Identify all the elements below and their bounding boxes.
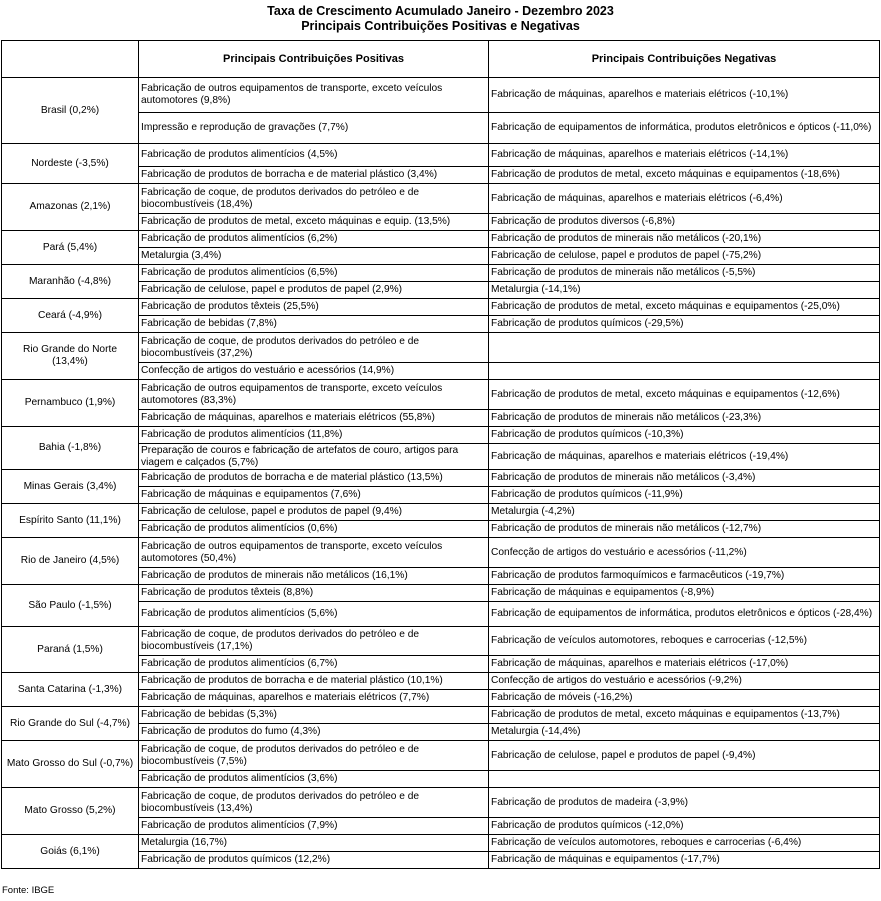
positive-cell: Fabricação de celulose, papel e produtos de papel (2,9%) — [139, 282, 489, 299]
negative-cell — [489, 363, 880, 380]
region-header — [2, 41, 139, 78]
negative-cell: Fabricação de máquinas, aparelhos e materiais elétricos (-17,0%) — [489, 656, 880, 673]
positive-cell: Metalurgia (16,7%) — [139, 835, 489, 852]
positive-cell: Fabricação de produtos alimentícios (11,8%) — [139, 427, 489, 444]
header-row — [2, 41, 880, 78]
region-cell: Pará (5,4%) — [2, 231, 139, 265]
negative-cell: Metalurgia (-14,4%) — [489, 724, 880, 741]
contributions-table — [1, 40, 880, 869]
table-row — [2, 585, 880, 602]
negative-cell: Fabricação de equipamentos de informática, produtos eletrônicos e ópticos (-11,0%) — [489, 113, 880, 144]
table-row — [2, 184, 880, 214]
negative-cell: Confecção de artigos do vestuário e acessórios (-9,2%) — [489, 673, 880, 690]
negative-cell: Fabricação de produtos químicos (-11,9%) — [489, 487, 880, 504]
negative-cell: Fabricação de produtos de minerais não metálicos (-20,1%) — [489, 231, 880, 248]
positive-cell: Fabricação de produtos do fumo (4,3%) — [139, 724, 489, 741]
table-row — [2, 741, 880, 771]
table-row — [2, 144, 880, 167]
positive-cell: Fabricação de produtos de minerais não metálicos (16,1%) — [139, 568, 489, 585]
region-cell: Pernambuco (1,9%) — [2, 380, 139, 427]
positive-cell: Fabricação de produtos químicos (12,2%) — [139, 852, 489, 869]
positive-cell: Metalurgia (3,4%) — [139, 248, 489, 265]
positive-cell: Preparação de couros e fabricação de artefatos de couro, artigos para viagem e calçados (5,7%) — [139, 444, 489, 470]
negative-cell: Fabricação de máquinas, aparelhos e materiais elétricos (-19,4%) — [489, 444, 880, 470]
region-cell: Paraná (1,5%) — [2, 627, 139, 673]
positive-cell: Fabricação de coque, de produtos derivados do petróleo e de biocombustíveis (7,5%) — [139, 741, 489, 771]
positive-cell: Fabricação de outros equipamentos de transporte, exceto veículos automotores (9,8%) — [139, 78, 489, 113]
positive-cell: Fabricação de coque, de produtos derivados do petróleo e de biocombustíveis (18,4%) — [139, 184, 489, 214]
region-cell: Amazonas (2,1%) — [2, 184, 139, 231]
negative-cell: Metalurgia (-14,1%) — [489, 282, 880, 299]
negative-cell: Confecção de artigos do vestuário e acessórios (-11,2%) — [489, 538, 880, 568]
region-cell: Rio de Janeiro (4,5%) — [2, 538, 139, 585]
positive-cell: Fabricação de coque, de produtos derivados do petróleo e de biocombustíveis (37,2%) — [139, 333, 489, 363]
region-cell: Maranhão (-4,8%) — [2, 265, 139, 299]
negative-cell: Fabricação de máquinas, aparelhos e materiais elétricos (-10,1%) — [489, 78, 880, 113]
table-row — [2, 299, 880, 316]
negative-cell: Fabricação de móveis (-16,2%) — [489, 690, 880, 707]
positive-cell: Fabricação de produtos de borracha e de material plástico (13,5%) — [139, 470, 489, 487]
negative-cell: Fabricação de produtos químicos (-10,3%) — [489, 427, 880, 444]
negative-cell: Fabricação de produtos de metal, exceto máquinas e equipamentos (-13,7%) — [489, 707, 880, 724]
negative-cell: Fabricação de produtos de metal, exceto máquinas e equipamentos (-12,6%) — [489, 380, 880, 410]
table-row — [2, 788, 880, 818]
negative-cell: Metalurgia (-4,2%) — [489, 504, 880, 521]
table-row — [2, 835, 880, 852]
table-row — [2, 627, 880, 656]
table-row — [2, 333, 880, 363]
negative-cell: Fabricação de máquinas, aparelhos e materiais elétricos (-14,1%) — [489, 144, 880, 167]
positive-cell: Fabricação de produtos alimentícios (6,5%) — [139, 265, 489, 282]
negative-cell — [489, 771, 880, 788]
positive-cell: Fabricação de produtos de metal, exceto máquinas e equip. (13,5%) — [139, 214, 489, 231]
table-body — [2, 78, 880, 869]
negative-cell: Fabricação de produtos farmoquímicos e farmacêuticos (-19,7%) — [489, 568, 880, 585]
positive-cell: Fabricação de produtos alimentícios (6,2%) — [139, 231, 489, 248]
positive-cell: Fabricação de produtos alimentícios (7,9%) — [139, 818, 489, 835]
positive-cell: Fabricação de máquinas, aparelhos e materiais elétricos (7,7%) — [139, 690, 489, 707]
positive-cell: Fabricação de produtos alimentícios (3,6%) — [139, 771, 489, 788]
negative-cell: Fabricação de produtos de metal, exceto máquinas e equipamentos (-25,0%) — [489, 299, 880, 316]
negative-cell: Fabricação de celulose, papel e produtos de papel (-9,4%) — [489, 741, 880, 771]
negative-cell: Fabricação de produtos de madeira (-3,9%) — [489, 788, 880, 818]
table-row — [2, 380, 880, 410]
positive-cell: Fabricação de produtos de borracha e de material plástico (3,4%) — [139, 167, 489, 184]
region-cell: Rio Grande do Sul (-4,7%) — [2, 707, 139, 741]
negative-cell: Fabricação de veículos automotores, reboques e carrocerias (-12,5%) — [489, 627, 880, 656]
positive-cell: Fabricação de produtos alimentícios (6,7%) — [139, 656, 489, 673]
title-block — [0, 0, 881, 36]
negative-cell: Fabricação de produtos químicos (-12,0%) — [489, 818, 880, 835]
table-row — [2, 427, 880, 444]
page-subtitle: Principais Contribuições Positivas e Negativas — [301, 19, 580, 33]
region-cell: Mato Grosso (5,2%) — [2, 788, 139, 835]
positive-cell: Fabricação de bebidas (5,3%) — [139, 707, 489, 724]
negative-cell: Fabricação de produtos de minerais não metálicos (-3,4%) — [489, 470, 880, 487]
region-cell: Goiás (6,1%) — [2, 835, 139, 869]
positive-cell: Fabricação de coque, de produtos derivados do petróleo e de biocombustíveis (17,1%) — [139, 627, 489, 656]
table-row — [2, 78, 880, 113]
negative-cell: Fabricação de celulose, papel e produtos de papel (-75,2%) — [489, 248, 880, 265]
positive-cell: Fabricação de produtos alimentícios (5,6%) — [139, 602, 489, 627]
region-cell: Mato Grosso do Sul (-0,7%) — [2, 741, 139, 788]
table-row — [2, 265, 880, 282]
region-cell: Minas Gerais (3,4%) — [2, 470, 139, 504]
positive-cell: Confecção de artigos do vestuário e acessórios (14,9%) — [139, 363, 489, 380]
table-row — [2, 673, 880, 690]
negative-cell: Fabricação de equipamentos de informática, produtos eletrônicos e ópticos (-28,4%) — [489, 602, 880, 627]
negative-cell: Fabricação de produtos de minerais não metálicos (-23,3%) — [489, 410, 880, 427]
negative-cell: Fabricação de produtos químicos (-29,5%) — [489, 316, 880, 333]
region-cell: Bahia (-1,8%) — [2, 427, 139, 470]
region-cell: Brasil (0,2%) — [2, 78, 139, 144]
region-cell: Nordeste (-3,5%) — [2, 144, 139, 184]
table-row — [2, 504, 880, 521]
positive-cell: Fabricação de celulose, papel e produtos de papel (9,4%) — [139, 504, 489, 521]
region-cell: Rio Grande do Norte (13,4%) — [2, 333, 139, 380]
positive-cell: Fabricação de produtos de borracha e de material plástico (10,1%) — [139, 673, 489, 690]
negative-cell: Fabricação de produtos diversos (-6,8%) — [489, 214, 880, 231]
positive-cell: Fabricação de outros equipamentos de transporte, exceto veículos automotores (83,3%) — [139, 380, 489, 410]
positive-cell: Fabricação de coque, de produtos derivados do petróleo e de biocombustíveis (13,4%) — [139, 788, 489, 818]
negative-cell: Fabricação de máquinas e equipamentos (-17,7%) — [489, 852, 880, 869]
negative-cell: Fabricação de produtos de metal, exceto máquinas e equipamentos (-18,6%) — [489, 167, 880, 184]
negative-cell: Fabricação de máquinas e equipamentos (-8,9%) — [489, 585, 880, 602]
positive-header: Principais Contribuições Positivas — [139, 41, 489, 78]
region-cell: São Paulo (-1,5%) — [2, 585, 139, 627]
positive-cell: Fabricação de produtos alimentícios (0,6%) — [139, 521, 489, 538]
positive-cell: Fabricação de máquinas, aparelhos e materiais elétricos (55,8%) — [139, 410, 489, 427]
table-row — [2, 470, 880, 487]
positive-cell: Fabricação de outros equipamentos de transporte, exceto veículos automotores (50,4%) — [139, 538, 489, 568]
negative-cell — [489, 333, 880, 363]
table-row — [2, 231, 880, 248]
negative-cell: Fabricação de veículos automotores, reboques e carrocerias (-6,4%) — [489, 835, 880, 852]
positive-cell: Fabricação de produtos alimentícios (4,5%) — [139, 144, 489, 167]
positive-cell: Fabricação de máquinas e equipamentos (7,6%) — [139, 487, 489, 504]
negative-cell: Fabricação de máquinas, aparelhos e materiais elétricos (-6,4%) — [489, 184, 880, 214]
negative-cell: Fabricação de produtos de minerais não metálicos (-5,5%) — [489, 265, 880, 282]
table-row — [2, 538, 880, 568]
page-title: Taxa de Crescimento Acumulado Janeiro - Dezembro 2023 — [267, 4, 614, 18]
positive-cell: Fabricação de produtos têxteis (8,8%) — [139, 585, 489, 602]
positive-cell: Impressão e reprodução de gravações (7,7%) — [139, 113, 489, 144]
positive-cell: Fabricação de bebidas (7,8%) — [139, 316, 489, 333]
region-cell: Espírito Santo (11,1%) — [2, 504, 139, 538]
positive-cell: Fabricação de produtos têxteis (25,5%) — [139, 299, 489, 316]
negative-cell: Fabricação de produtos de minerais não metálicos (-12,7%) — [489, 521, 880, 538]
source-note: Fonte: IBGE — [2, 885, 55, 896]
table-row — [2, 707, 880, 724]
region-cell: Ceará (-4,9%) — [2, 299, 139, 333]
negative-header: Principais Contribuições Negativas — [489, 41, 880, 78]
region-cell: Santa Catarina (-1,3%) — [2, 673, 139, 707]
